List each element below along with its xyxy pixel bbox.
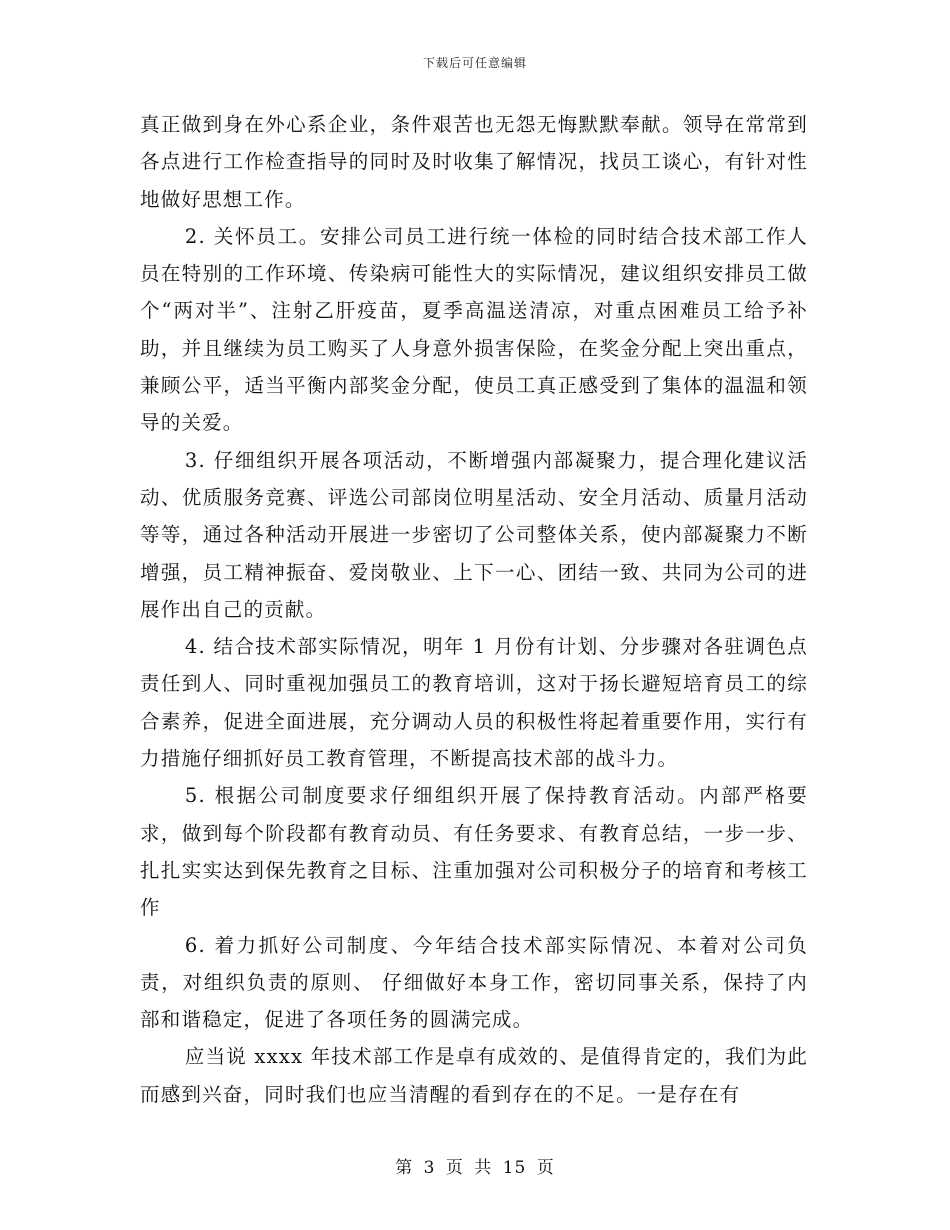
paragraph-item-4: 4. 结合技术部实际情况，明年 1 月份有计划、分步骤对各驻调色点责任到人、同时重视加强员工的教育培训，这对于扬长避短培育员工的综合素养，促进全面进展，充分调动人员的积极性将起着重要作用，实行有力措施仔细抓好员工教育管理，不断提高技术部的战斗力。: [140, 635, 808, 771]
paragraph-item-2: 2. 关怀员工。安排公司员工进行统一体检的同时结合技术部工作人员在特别的工作环境、传染病可能性大的实际情况，建议组织安排员工做个“两对半”、注射乙肝疫苗，夏季高温送清凉，对重点困难员工给予补助，并且继续为员工购买了人身意外损害保险，在奖金分配上突出重点，兼顾公平，适当平衡内部奖金分配，使员工真正感受到了集体的温温和领导的关爱。: [140, 224, 808, 435]
paragraph-item-6: 6. 着力抓好公司制度、今年结合技术部实际情况、本着对公司负责，对组织负责的原则、 仔细做好本身工作，密切同事关系，保持了内部和谐稳定，促进了各项任务的圆满完成。: [140, 933, 808, 1032]
page-header-note: 下载后可任意编辑: [422, 56, 527, 70]
paragraph-item-5: 5. 根据公司制度要求仔细组织开展了保持教育活动。内部严格要求，做到每个阶段都有教育动员、有任务要求、有教育总结，一步一步、扎扎实实达到保先教育之目标、注重加强对公司积极分子的培育和考核工作: [140, 784, 808, 920]
paragraph-continuation: 真正做到身在外心系企业，条件艰苦也无怨无悔默默奉献。领导在常常到各点进行工作检查指导的同时及时收集了解情况，找员工谈心，有针对性地做好思想工作。: [140, 113, 808, 211]
page-number: 第 3 页 共 15 页: [395, 1158, 555, 1178]
paragraph-item-3: 3. 仔细组织开展各项活动，不断增强内部凝聚力，提合理化建议活动、优质服务竞赛、评选公司部岗位明星活动、安全月活动、质量月活动等等，通过各种活动开展进一步密切了公司整体关系，使内部凝聚力不断增强，员工精神振奋、爱岗敬业、上下一心、团结一致、共同为公司的进展作出自己的贡献。: [140, 448, 808, 621]
paragraph-summary: 应当说 xxxx 年技术部工作是卓有成效的、是值得肯定的，我们为此而感到兴奋，同时我们也应当清醒的看到存在的不足。一是存在有: [140, 1045, 808, 1106]
document-body: [140, 106, 808, 1113]
